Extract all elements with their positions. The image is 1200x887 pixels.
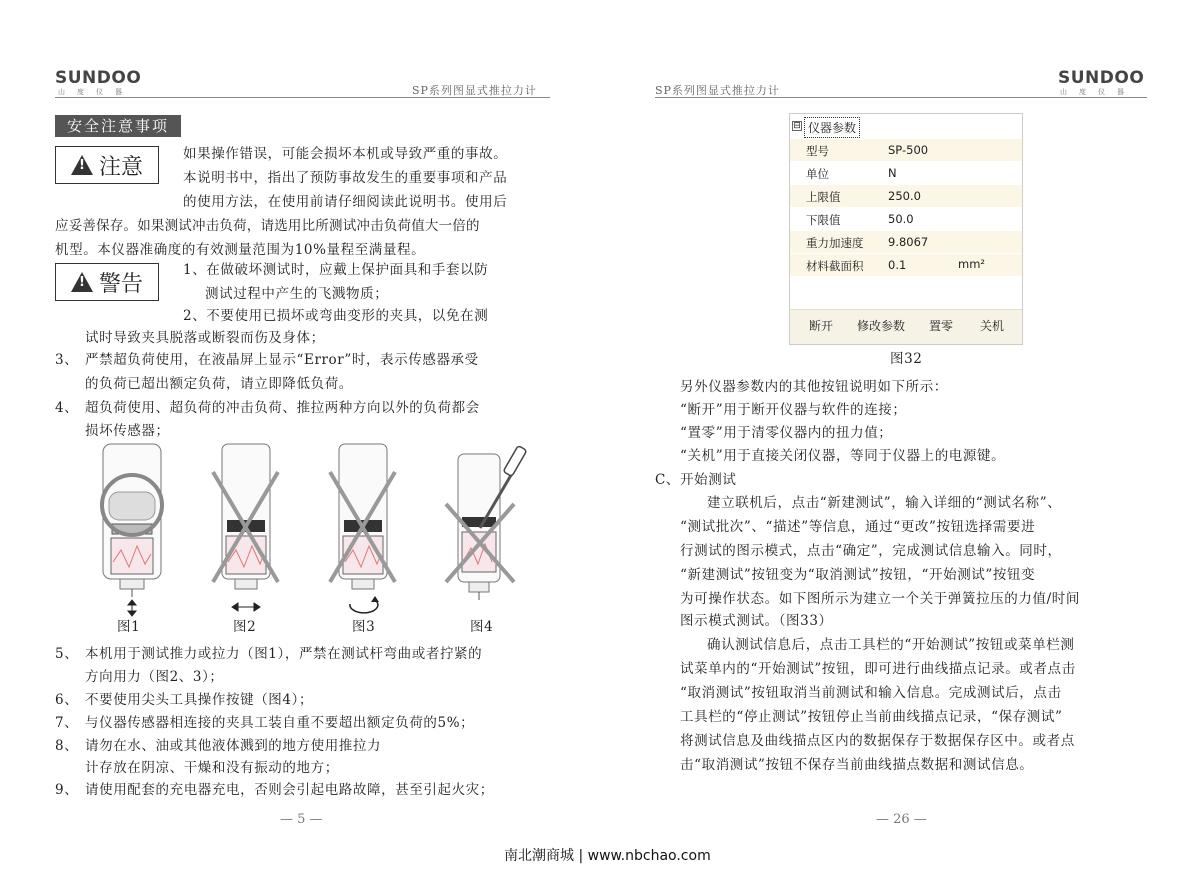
param-row-upper-limit [790,185,1022,207]
zero-button[interactable]: 置零 [929,319,954,333]
note-5-num: 5、 [55,646,79,662]
item-4-line-2: 损坏传感器； [85,423,170,439]
disconnect-button[interactable]: 断开 [809,319,834,333]
caution-label: 注意 [98,154,143,180]
figure-label-1: 图1 [117,619,141,635]
modify-params-button[interactable]: 修改参数 [857,319,906,333]
page-number-right: — 26 — [876,812,927,827]
caution-line-2: 本说明书中，指出了预防事故发生的重要事项和产品 [183,170,508,186]
button-note-zero: “置零”用于清零仪器内的扭力值； [680,425,893,441]
note-5-line-2: 方向用力（图2、3）； [85,669,224,685]
header-title-left: SP系列图显式推拉力计 [412,84,537,97]
param-row-model [790,139,1022,161]
param-row-area [790,254,1022,276]
note-6-num: 6、 [55,692,79,708]
para1-line-6: 图示模式测试。（图33） [680,613,833,629]
param-value[interactable]: 50.0 [888,212,914,226]
figure-32-caption: 图32 [890,351,923,367]
caution-line-4: 应妥善保存。如果测试冲击负荷，请选用比所测试冲击负荷值大一倍的 [55,218,480,234]
shutdown-button[interactable]: 关机 [980,319,1005,333]
warning-line-3: 2、不要使用已损坏或弯曲变形的夹具，以免在测 [183,308,489,324]
item-4-line-1: 超负荷使用、超负荷的冲击负荷、推拉两种方向以外的负荷都会 [85,400,480,416]
instrument-params-panel [789,113,1023,345]
figure-label-3: 图3 [352,619,376,635]
warning-triangle-icon: ! [71,272,93,292]
note-8-num: 8、 [55,738,79,754]
para2-line-1: 确认测试信息后，点击工具栏的“开始测试”按钮或菜单栏测 [707,637,1075,653]
param-row-lower-limit [790,208,1022,230]
button-note-disconnect: “断开”用于断开仪器与软件的连接； [680,402,907,418]
para2-line-4: 工具栏的“停止测试”按钮停止当前曲线描点记录，“保存测试” [680,709,1063,725]
collapse-toggle-icon[interactable]: ⊟ [793,121,801,131]
item-3-line-2: 的负荷已超出额定负荷，请立即降低负荷。 [85,376,353,392]
para1-line-1: 建立联机后，点击“新建测试”，输入详细的“测试名称”、 [707,495,1062,511]
param-key: 重力加速度 [806,236,864,250]
warning-line-2: 测试过程中产生的飞溅物质； [205,286,389,302]
panel-title: 仪器参数 [804,117,860,138]
note-9-num: 9、 [55,782,79,798]
warning-box [55,263,159,301]
param-value[interactable]: SP-500 [888,143,929,157]
item-3-num: 3、 [55,352,79,368]
button-note-shutdown: “关机”用于直接关闭仪器，等同于仪器上的电源键。 [680,448,1006,464]
para2-line-3: “取消测试”按钮取消当前测试和输入信息。完成测试后，点击 [680,685,1062,701]
figure-label-2: 图2 [233,619,257,635]
note-6-line-1: 不要使用尖头工具操作按键（图4）； [85,692,314,708]
param-unit: mm² [958,257,986,271]
note-8-line-2: 计存放在阴凉、干燥和没有振动的地方； [85,760,339,776]
para2-line-2: 试菜单内的“开始测试”按钮，即可进行曲线描点记录。或者点击 [680,661,1076,677]
warning-line-4: 试时导致夹具脱落或断裂而伤及身体； [85,330,325,346]
caution-box [55,146,159,184]
param-row-gravity [790,231,1022,253]
param-key: 单位 [806,167,829,181]
param-key: 材料截面积 [806,259,864,273]
param-row-unit [790,162,1022,184]
figure-2-device-illustration [208,442,283,617]
figure-3-device-illustration [325,442,400,617]
header-title-right: SP系列图显式推拉力计 [655,84,780,97]
warning-line-1: 1、在做破坏测试时，应戴上保护面具和手套以防 [183,262,489,278]
para2-line-6: 击“取消测试”按钮不保存当前曲线描点数据和测试信息。 [680,757,1034,773]
header-rule-right [655,97,1147,98]
section-c-title: C、开始测试 [655,472,737,488]
page-number-left: — 5 — [280,812,323,827]
caution-line-3: 的使用方法，在使用前请仔细阅读此说明书。使用后 [183,194,508,210]
section-title: 安全注意事项 [55,115,181,137]
footer-watermark: 南北潮商城 | www.nbchao.com [504,848,711,864]
param-key: 型号 [806,144,829,158]
note-8-line-1: 请勿在水、油或其他液体溅到的地方使用推拉力 [85,738,382,754]
brand-logo-right: SUNDOO [1058,68,1145,88]
note-7-line-1: 与仪器传感器相连接的夹具工装自重不要超出额定负荷的5%； [85,715,475,731]
item-4-num: 4、 [55,400,79,416]
para1-line-3: 行测试的图示模式，点击“确定”，完成测试信息输入。同时， [680,543,1062,559]
header-rule-left [55,97,550,98]
figure-label-4: 图4 [470,619,494,635]
panel-header [790,114,1022,139]
brand-logo-left: SUNDOO [55,68,142,88]
figure-1-device-illustration [95,442,170,617]
note-5-line-1: 本机用于测试推力或拉力（图1），严禁在测试杆弯曲或者拧紧的 [85,646,483,662]
warning-triangle-icon: ! [71,155,93,175]
param-value[interactable]: 9.8067 [888,235,929,249]
para1-line-5: 为可操作状态。如下图所示为建立一个关于弹簧拉压的力值/时间 [680,591,1080,607]
para2-line-5: 将测试信息及曲线描点区内的数据保存于数据保存区中。或者点 [680,733,1075,749]
param-key: 下限值 [806,213,841,227]
param-key: 上限值 [806,190,841,204]
figure-4-device-illustration [440,442,530,617]
caution-line-1: 如果操作错误，可能会损坏本机或导致严重的事故。 [183,146,508,162]
item-3-line-1: 严禁超负荷使用，在液晶屏上显示“Error”时，表示传感器承受 [85,352,479,368]
brand-sub-left: 山度仪器 [58,88,134,96]
brand-sub-right: 山度仪器 [1060,88,1136,96]
param-value[interactable]: 0.1 [888,258,907,272]
para-intro: 另外仪器参数内的其他按钮说明如下所示： [680,379,948,395]
warning-label: 警告 [98,271,143,297]
caution-line-5: 机型。本仪器准确度的有效测量范围为10%量程至满量程。 [55,242,426,258]
para1-line-2: “测试批次”、“描述”等信息，通过“更改”按钮选择需要进 [680,519,1036,535]
note-7-num: 7、 [55,715,79,731]
para1-line-4: “新建测试”按钮变为“取消测试”按钮，“开始测试”按钮变 [680,567,1036,583]
param-value[interactable]: 250.0 [888,189,921,203]
note-9-line-1: 请使用配套的充电器充电，否则会引起电路故障，甚至引起火灾； [85,782,494,798]
param-value[interactable]: N [888,166,897,180]
